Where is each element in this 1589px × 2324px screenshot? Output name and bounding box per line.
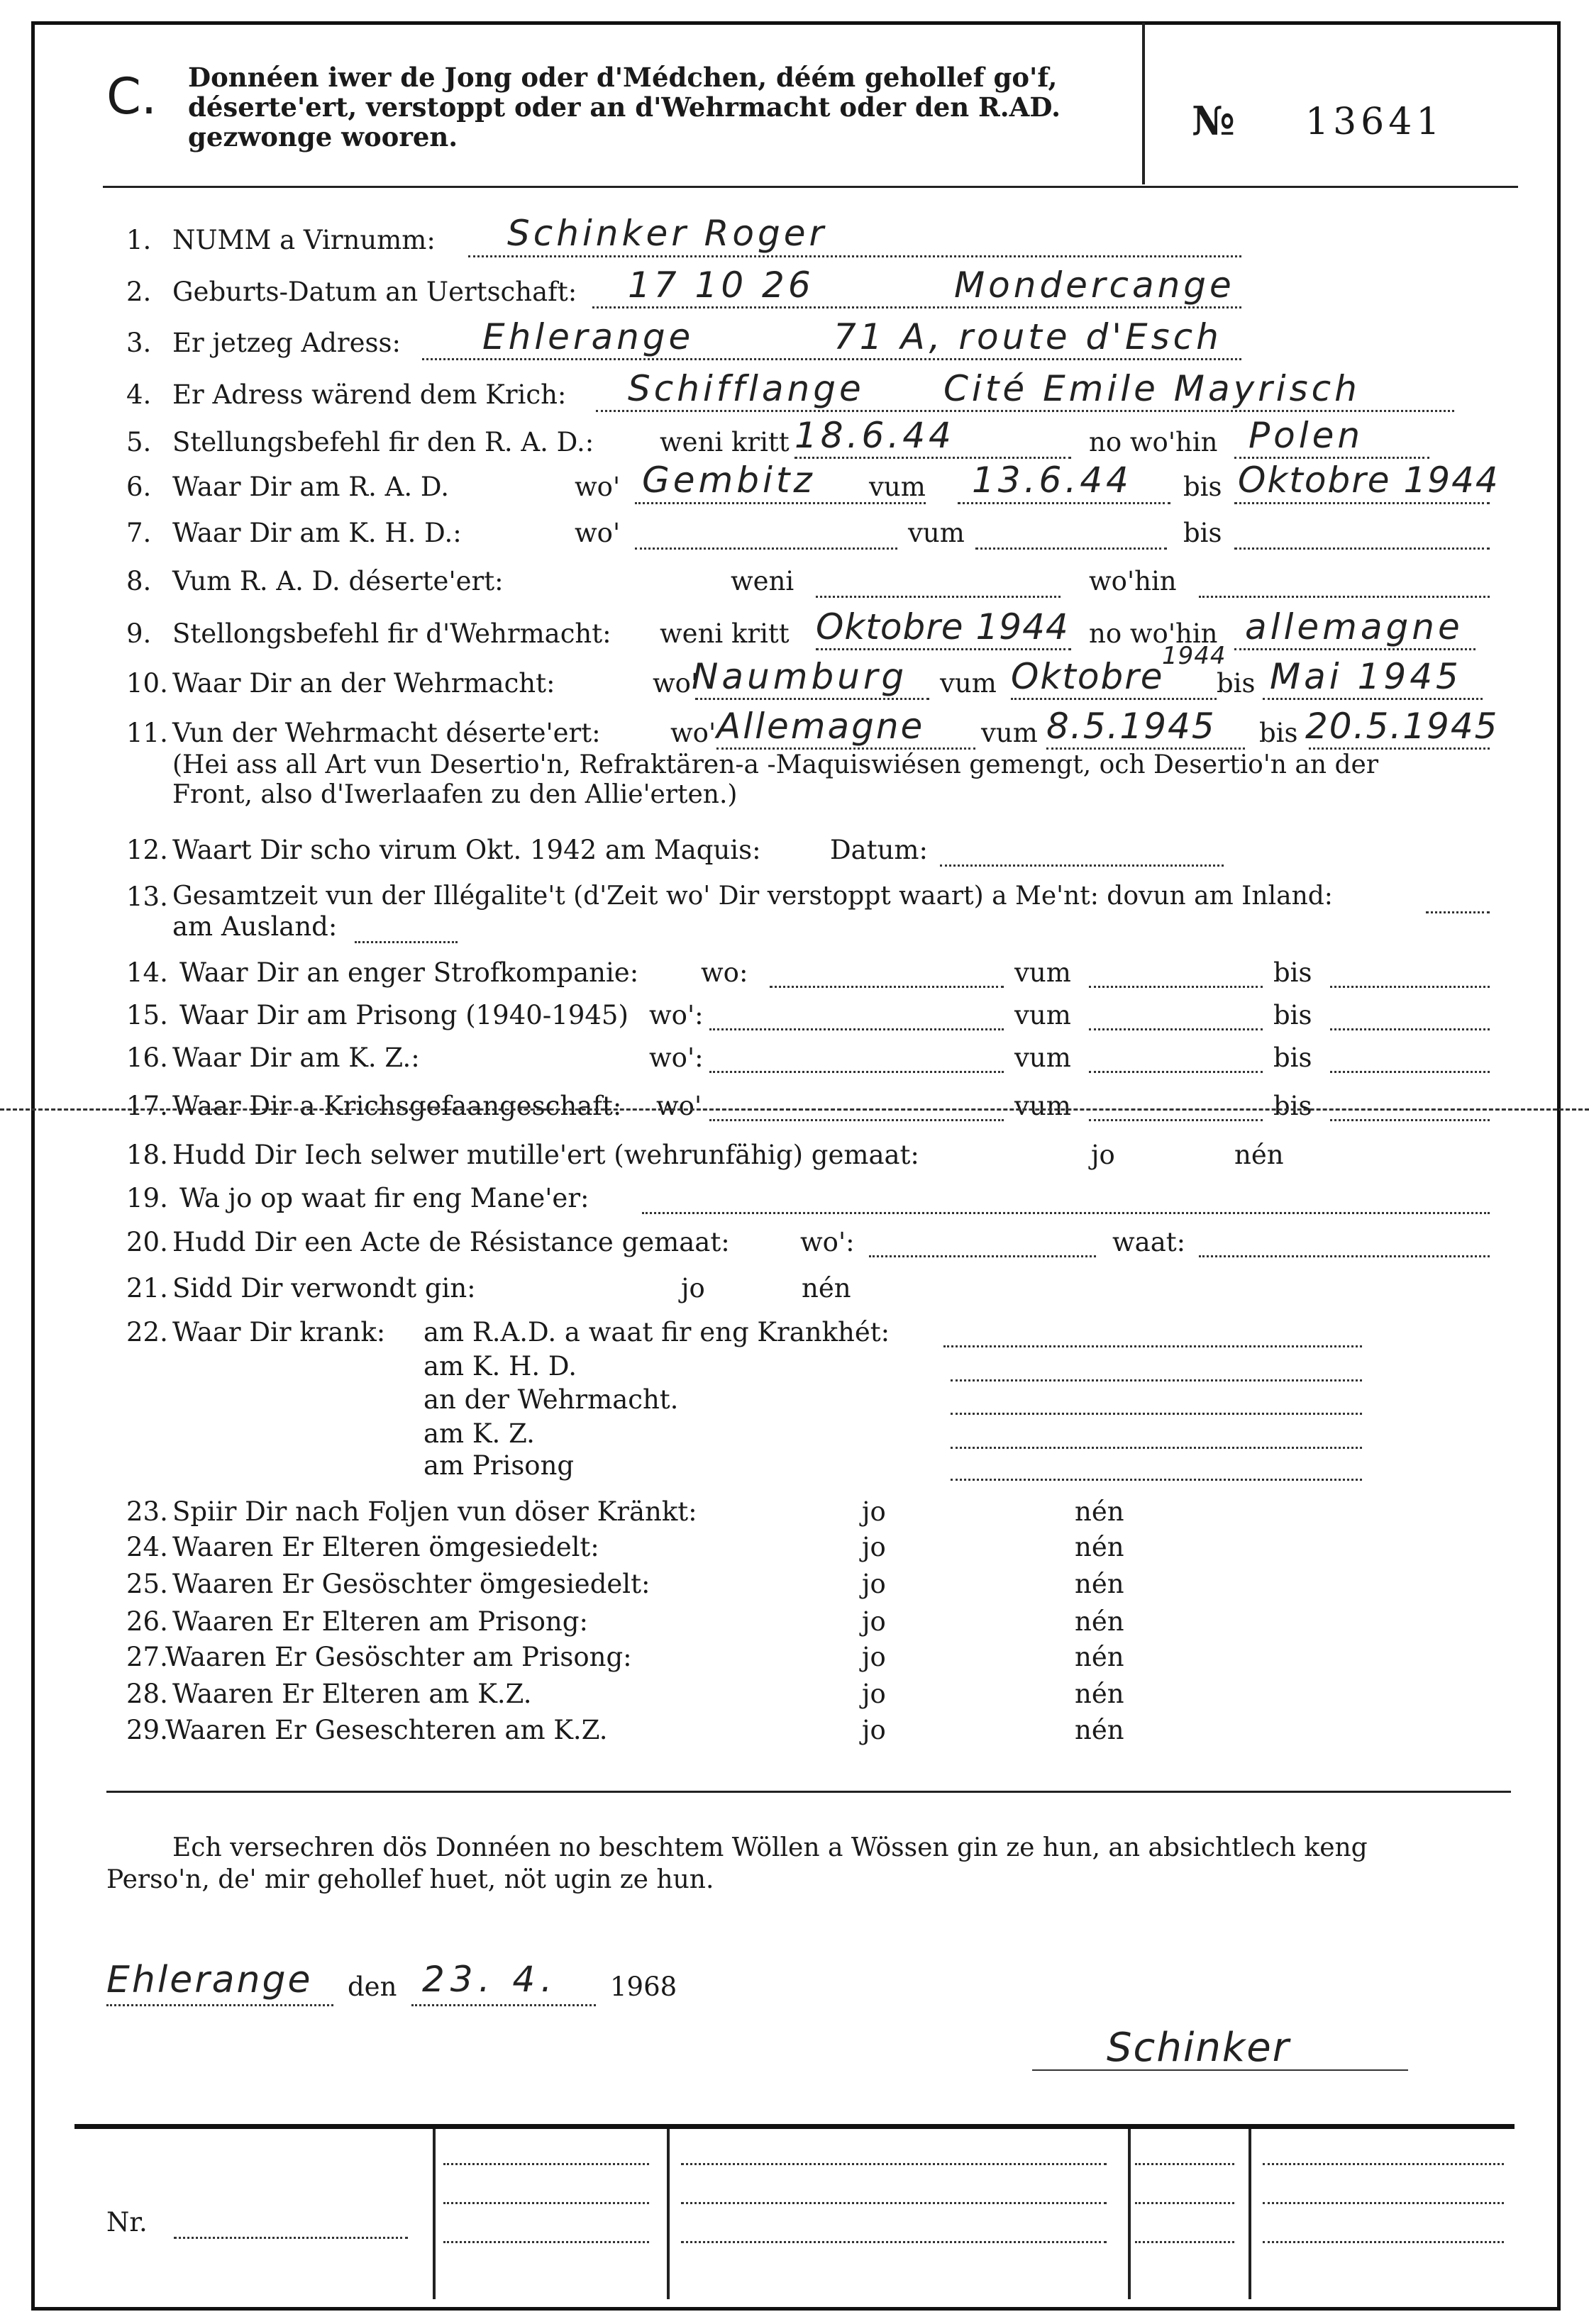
- line-5-number: 5.: [126, 427, 152, 457]
- line-9-date: Oktobre 1944: [816, 606, 1069, 647]
- line-3-label: Er jetzeg Adress:: [172, 328, 401, 358]
- line-15-to-field[interactable]: [1330, 1028, 1490, 1030]
- line-10-to: Mai 1945: [1270, 656, 1462, 697]
- line-15-place-field[interactable]: [709, 1028, 1004, 1030]
- line-25-label: Waaren Er Gesöschter ömgesiedelt:: [172, 1569, 650, 1599]
- line-6-to: Oktobre 1944: [1238, 460, 1500, 501]
- line-8-label: Vum R. A. D. déserte'ert:: [172, 566, 504, 596]
- line-22-prisong-field[interactable]: [951, 1479, 1362, 1481]
- line-3-field[interactable]: [422, 358, 1241, 360]
- line-3-number: 3.: [126, 328, 152, 358]
- line-6-label: Waar Dir am R. A. D.: [172, 472, 449, 502]
- line-4-field[interactable]: [596, 410, 1454, 412]
- line-21-label: Sidd Dir verwondt gin:: [172, 1273, 476, 1303]
- line-16-from-field[interactable]: [1089, 1071, 1263, 1073]
- line-11-to: 20.5.1945: [1305, 706, 1499, 747]
- footer-cell-3-line-1[interactable]: [1135, 2163, 1234, 2165]
- line-26-label: Waaren Er Elteren am Prisong:: [172, 1606, 588, 1637]
- footer-cell-2-line-3[interactable]: [681, 2241, 1107, 2243]
- line-4-number: 4.: [126, 379, 152, 410]
- line-11-number: 11.: [126, 718, 168, 748]
- line-3-address-town: Ehlerange: [482, 316, 694, 357]
- footer-top-rule: [74, 2124, 1515, 2129]
- line-1-name-value: Schinker Roger: [507, 213, 828, 254]
- line-12-datum: Datum:: [830, 835, 928, 865]
- line-18-jo[interactable]: jo: [1091, 1140, 1115, 1170]
- line-14-bis: bis: [1273, 957, 1312, 988]
- line-17-number: 17.: [126, 1091, 168, 1121]
- footer-nr-field[interactable]: [174, 2237, 408, 2239]
- line-12-number: 12.: [126, 835, 168, 865]
- line-14-vum: vum: [1014, 957, 1071, 988]
- section-intro: Donnéen iwer de Jong oder d'Médchen, déém gehollef go'f, déserte'ert, verstoppt oder an d'Wehrmacht oder den R.AD. gezwonge wooren.: [188, 62, 1061, 152]
- line-17-from-field[interactable]: [1089, 1119, 1263, 1121]
- line-17-vum: vum: [1014, 1091, 1071, 1121]
- line-4-wartime-town: Schifflange: [628, 368, 865, 409]
- line-16-to-field[interactable]: [1330, 1071, 1490, 1073]
- line-5-no-wohin: no wo'hin: [1089, 427, 1218, 457]
- line-22-sub-wehrmacht: an der Wehrmacht.: [423, 1384, 679, 1415]
- line-21-jo[interactable]: jo: [681, 1273, 705, 1303]
- line-22-sub-kz: am K. Z.: [423, 1418, 535, 1449]
- footer-cell-2-line-2[interactable]: [681, 2202, 1107, 2204]
- line-16-wo: wo':: [649, 1043, 704, 1073]
- line-11-place: Allemagne: [716, 706, 925, 747]
- footer-cell-1-line-2[interactable]: [443, 2202, 649, 2204]
- declaration-line-2: Perso'n, de' mir gehollef huet, nöt ugin ze hun.: [106, 1865, 714, 1894]
- line-5-weni-kritt: weni kritt: [660, 427, 790, 457]
- line-7-number: 7.: [126, 518, 152, 548]
- line-11-note-2: Front, also d'Iwerlaafen zu den Allie'erten.): [172, 780, 738, 809]
- line-24-label: Waaren Er Elteren ömgesiedelt:: [172, 1532, 599, 1562]
- line-23-nen[interactable]: nén: [1075, 1496, 1124, 1527]
- line-6-place: Gembitz: [642, 460, 816, 501]
- line-26-jo[interactable]: jo: [862, 1606, 886, 1637]
- line-6-number: 6.: [126, 472, 152, 502]
- line-7-label: Waar Dir am K. H. D.:: [172, 518, 462, 548]
- signing-date-field[interactable]: [411, 2004, 596, 2006]
- line-20-wo: wo':: [800, 1227, 855, 1257]
- line-28-label: Waaren Er Elteren am K.Z.: [172, 1679, 532, 1709]
- line-9-place-field[interactable]: [1234, 648, 1476, 650]
- line-11-place-field[interactable]: [716, 747, 975, 750]
- line-3-address-street: 71 A, route d'Esch: [834, 316, 1222, 357]
- line-1-number: 1.: [126, 225, 152, 255]
- line-22-sub-khd: am K. H. D.: [423, 1351, 577, 1381]
- line-24-number: 24.: [126, 1532, 168, 1562]
- line-28-jo[interactable]: jo: [862, 1679, 886, 1709]
- line-7-bis: bis: [1183, 518, 1222, 548]
- line-22-sub-rad: am R.A.D. a waat fir eng Krankhét:: [423, 1317, 890, 1347]
- line-10-place-field[interactable]: [695, 698, 929, 700]
- line-29-number: 29.: [126, 1715, 168, 1745]
- line-25-number: 25.: [126, 1569, 168, 1599]
- line-6-vum: vum: [869, 472, 926, 502]
- line-28-nen[interactable]: nén: [1075, 1679, 1124, 1709]
- line-11-from: 8.5.1945: [1046, 706, 1216, 747]
- line-22-rad-field[interactable]: [943, 1345, 1362, 1347]
- line-21-number: 21.: [126, 1273, 168, 1303]
- line-22-sub-prisong: am Prisong: [423, 1450, 575, 1481]
- line-10-from-year: 1944: [1162, 642, 1227, 670]
- line-22-wehrmacht-field[interactable]: [951, 1413, 1362, 1415]
- signature: Schinker: [1107, 2025, 1290, 2071]
- line-11-wo: wo': [670, 718, 716, 748]
- line-5-place-field[interactable]: [1234, 457, 1429, 459]
- line-10-to-field[interactable]: [1263, 698, 1483, 700]
- header-divider: [1142, 23, 1145, 184]
- line-2-number: 2.: [126, 277, 152, 307]
- questions-bottom-rule: [106, 1791, 1511, 1793]
- line-17-to-field[interactable]: [1330, 1119, 1490, 1121]
- line-2-field[interactable]: [592, 306, 1241, 308]
- line-22-khd-field[interactable]: [951, 1379, 1362, 1381]
- footer-divider-2: [667, 2129, 670, 2299]
- line-14-place-field[interactable]: [770, 986, 1004, 988]
- line-17-label: Waar Dir a Krichsgefaangeschaft:: [172, 1091, 622, 1121]
- line-12-label: Waart Dir scho virum Okt. 1942 am Maquis:: [172, 835, 761, 865]
- line-6-wo: wo': [575, 472, 621, 502]
- line-5-label: Stellungsbefehl fir den R. A. D.:: [172, 427, 594, 457]
- footer-nr-label: Nr.: [106, 2207, 148, 2237]
- line-19-number: 19.: [126, 1183, 168, 1213]
- line-17-strikethrough: [0, 1108, 1589, 1111]
- line-11-label: Vun der Wehrmacht déserte'ert:: [172, 718, 601, 748]
- line-11-note-1: (Hei ass all Art vun Desertio'n, Refraktären-a -Maquiswiésen gemengt, och Desertio'n an der: [172, 750, 1379, 779]
- line-6-place-field[interactable]: [635, 502, 926, 504]
- line-8-date-field[interactable]: [816, 596, 1061, 598]
- line-20-number: 20.: [126, 1227, 168, 1257]
- line-13-ausland-label: am Ausland:: [172, 911, 338, 942]
- line-7-vum: vum: [908, 518, 965, 548]
- footer-divider-4: [1248, 2129, 1251, 2299]
- line-6-bis: bis: [1183, 472, 1222, 502]
- signing-place-field[interactable]: [106, 2004, 333, 2006]
- declaration-line-1: Ech versechren dös Donnéen no beschtem Wöllen a Wössen gin ze hun, an absichtlech keng: [172, 1833, 1368, 1862]
- line-23-jo[interactable]: jo: [862, 1496, 886, 1527]
- line-13-label: Gesamtzeit vun der Illégalite't (d'Zeit wo' Dir verstoppt waart) a Me'nt: dovun am Inland:: [172, 882, 1333, 911]
- line-10-label: Waar Dir an der Wehrmacht:: [172, 668, 555, 699]
- line-15-vum: vum: [1014, 1000, 1071, 1030]
- line-14-from-field[interactable]: [1089, 986, 1263, 988]
- line-15-wo: wo':: [649, 1000, 704, 1030]
- signing-place: Ehlerange: [106, 1959, 313, 2001]
- line-15-label: Waar Dir am Prisong (1940-1945): [179, 1000, 629, 1030]
- line-10-number: 10.: [126, 668, 168, 699]
- line-7-from-field[interactable]: [975, 547, 1167, 550]
- line-8-number: 8.: [126, 566, 152, 596]
- line-27-jo[interactable]: jo: [862, 1642, 886, 1672]
- line-24-nen[interactable]: nén: [1075, 1532, 1124, 1562]
- line-20-waat: waat:: [1112, 1227, 1186, 1257]
- line-2-label: Geburts-Datum an Uertschaft:: [172, 277, 577, 307]
- line-16-vum: vum: [1014, 1043, 1071, 1073]
- line-9-date-field[interactable]: [816, 648, 1071, 650]
- line-2-birthplace: Mondercange: [954, 265, 1235, 306]
- line-29-jo[interactable]: jo: [862, 1715, 886, 1745]
- line-4-label: Er Adress wärend dem Krich:: [172, 379, 567, 410]
- line-14-number: 14.: [126, 957, 168, 988]
- line-22-label: Waar Dir krank:: [172, 1317, 386, 1347]
- line-25-jo[interactable]: jo: [862, 1569, 886, 1599]
- footer-cell-4-line-1[interactable]: [1263, 2163, 1504, 2165]
- line-27-number: 27.: [126, 1642, 168, 1672]
- line-13-inland-field[interactable]: [1426, 911, 1490, 913]
- line-18-number: 18.: [126, 1140, 168, 1170]
- line-15-number: 15.: [126, 1000, 168, 1030]
- line-17-wo: wo': [656, 1091, 702, 1121]
- line-24-jo[interactable]: jo: [862, 1532, 886, 1562]
- footer-cell-4-line-2[interactable]: [1263, 2202, 1504, 2204]
- line-14-to-field[interactable]: [1330, 986, 1490, 988]
- line-1-label: NUMM a Virnumm:: [172, 225, 436, 255]
- line-7-to-field[interactable]: [1234, 547, 1490, 550]
- line-18-label: Hudd Dir Iech selwer mutille'ert (wehrunfähig) gemaat:: [172, 1140, 919, 1170]
- signing-date: 23. 4.: [422, 1959, 558, 2000]
- line-15-from-field[interactable]: [1089, 1028, 1263, 1030]
- signature-line: [1032, 2069, 1408, 2071]
- line-9-label: Stellongsbefehl fir d'Wehrmacht:: [172, 618, 611, 649]
- line-6-from: 13.6.44: [972, 460, 1132, 501]
- line-1-field[interactable]: [468, 255, 1241, 257]
- header-bottom-rule: [103, 186, 1518, 188]
- section-letter: C.: [106, 67, 157, 126]
- signing-year: 1968: [610, 1972, 677, 2002]
- line-9-weni-kritt: weni kritt: [660, 618, 790, 649]
- line-16-bis: bis: [1273, 1043, 1312, 1073]
- footer-cell-1-line-3[interactable]: [443, 2241, 649, 2243]
- line-14-wo: wo:: [701, 957, 748, 988]
- line-22-number: 22.: [126, 1317, 168, 1347]
- form-number: 13641: [1305, 101, 1444, 143]
- line-29-label: Waaren Er Geseschteren am K.Z.: [165, 1715, 608, 1745]
- line-2-birthdate: 17 10 26: [628, 265, 814, 306]
- line-7-wo: wo': [575, 518, 621, 548]
- line-21-nen[interactable]: nén: [802, 1273, 851, 1303]
- line-20-what-field[interactable]: [1199, 1255, 1490, 1257]
- line-6-from-field[interactable]: [958, 502, 1170, 504]
- line-11-vum: vum: [981, 718, 1038, 748]
- line-19-label: Wa jo op waat fir eng Mane'er:: [179, 1183, 589, 1213]
- line-5-date: 18.6.44: [794, 415, 955, 456]
- line-5-place: Polen: [1248, 415, 1364, 456]
- footer-cell-4-line-3[interactable]: [1263, 2241, 1504, 2243]
- line-10-wo: wo': [653, 668, 699, 699]
- line-7-place-field[interactable]: [635, 547, 897, 550]
- line-10-from: Oktobre: [1011, 656, 1164, 697]
- line-9-no-wohin: no wo'hin: [1089, 618, 1218, 649]
- line-15-bis: bis: [1273, 1000, 1312, 1030]
- line-26-nen[interactable]: nén: [1075, 1606, 1124, 1637]
- line-14-label: Waar Dir an enger Strofkompanie:: [179, 957, 639, 988]
- line-10-from-field[interactable]: [1011, 698, 1217, 700]
- line-9-place: allemagne: [1245, 606, 1463, 647]
- line-4-wartime-street: Cité Emile Mayrisch: [943, 368, 1361, 409]
- line-8-weni: weni: [731, 566, 794, 596]
- line-16-label: Waar Dir am K. Z.:: [172, 1043, 420, 1073]
- line-22-kz-field[interactable]: [951, 1447, 1362, 1449]
- footer-cell-2-line-1[interactable]: [681, 2163, 1107, 2165]
- line-23-number: 23.: [126, 1496, 168, 1527]
- line-11-bis: bis: [1259, 718, 1298, 748]
- line-6-to-field[interactable]: [1234, 502, 1490, 504]
- line-16-number: 16.: [126, 1043, 168, 1073]
- line-18-nen[interactable]: nén: [1234, 1140, 1284, 1170]
- line-20-place-field[interactable]: [869, 1255, 1096, 1257]
- line-10-place: Naumburg: [692, 656, 908, 697]
- footer-cell-1-line-1[interactable]: [443, 2163, 649, 2165]
- footer-divider-1: [433, 2129, 436, 2299]
- line-5-date-field[interactable]: [794, 457, 1071, 459]
- line-11-from-field[interactable]: [1046, 747, 1245, 750]
- line-27-nen[interactable]: nén: [1075, 1642, 1124, 1672]
- footer-divider-3: [1128, 2129, 1131, 2299]
- line-8-place-field[interactable]: [1199, 596, 1490, 598]
- line-9-number: 9.: [126, 618, 152, 649]
- line-11-to-field[interactable]: [1309, 747, 1490, 750]
- line-10-bis: bis: [1217, 668, 1256, 699]
- line-26-number: 26.: [126, 1606, 168, 1637]
- line-17-place-field[interactable]: [709, 1119, 1004, 1121]
- line-23-label: Spiir Dir nach Foljen vun döser Kränkt:: [172, 1496, 697, 1527]
- number-sign: №: [1192, 98, 1235, 145]
- line-20-label: Hudd Dir een Acte de Résistance gemaat:: [172, 1227, 730, 1257]
- line-13-number: 13.: [126, 882, 168, 912]
- line-12-date-field[interactable]: [940, 864, 1224, 867]
- line-16-place-field[interactable]: [709, 1071, 1004, 1073]
- signing-den: den: [348, 1972, 397, 2002]
- line-19-field[interactable]: [642, 1212, 1490, 1214]
- footer-cell-3-line-2[interactable]: [1135, 2202, 1234, 2204]
- line-10-vum: vum: [940, 668, 997, 699]
- line-28-number: 28.: [126, 1679, 168, 1709]
- line-27-label: Waaren Er Gesöschter am Prisong:: [165, 1642, 632, 1672]
- line-29-nen[interactable]: nén: [1075, 1715, 1124, 1745]
- line-17-bis: bis: [1273, 1091, 1312, 1121]
- line-13-ausland-field[interactable]: [355, 941, 458, 943]
- line-8-wohin: wo'hin: [1089, 566, 1177, 596]
- line-25-nen[interactable]: nén: [1075, 1569, 1124, 1599]
- footer-cell-3-line-3[interactable]: [1135, 2241, 1234, 2243]
